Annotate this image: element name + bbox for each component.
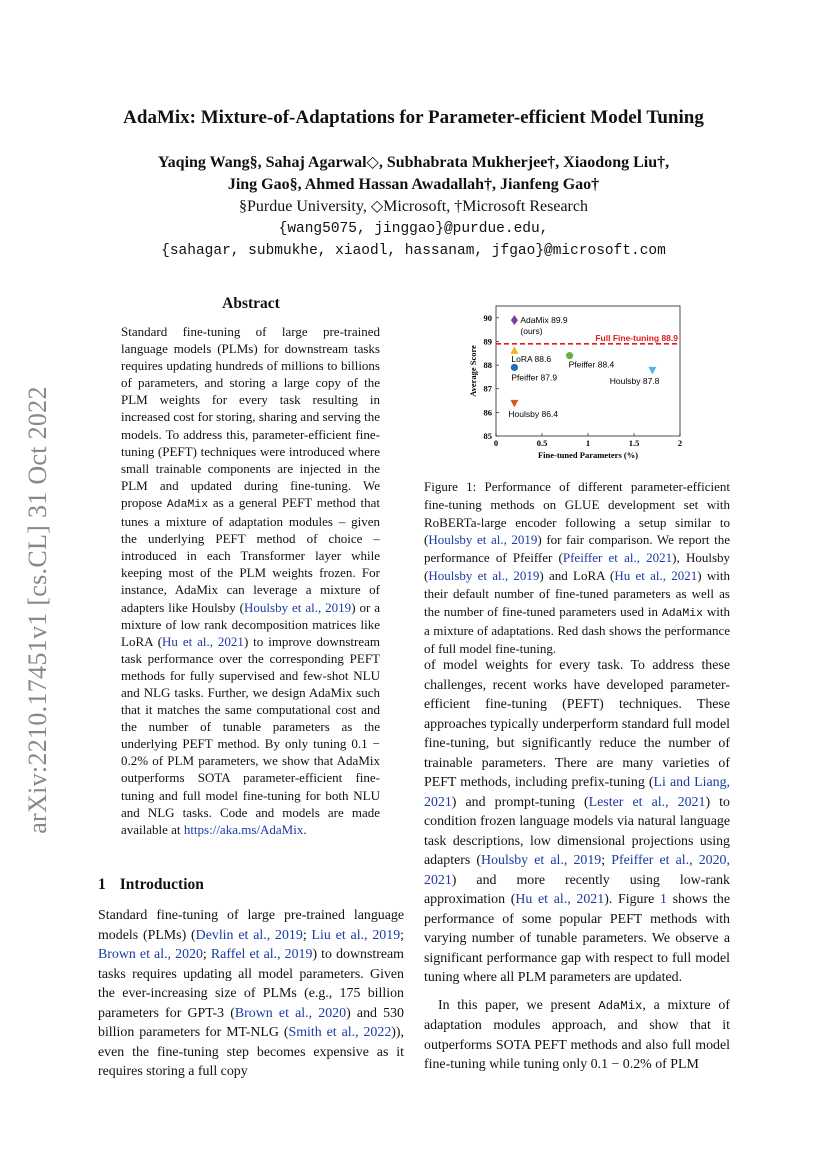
- x-tick-label: 0: [493, 438, 499, 448]
- y-tick-label: 89: [483, 336, 492, 347]
- citation-link[interactable]: Pfeiffer et al., 2020, 2021: [424, 853, 730, 888]
- data-label: Pfeiffer 87.9: [511, 372, 558, 383]
- intro-text: )), even the fine-tuning step becomes expensive as it requires storing a full copy: [98, 1025, 405, 1079]
- abstract-text: .: [303, 821, 307, 837]
- data-point-lora: [510, 346, 518, 354]
- adamix-name: AdaMix: [598, 998, 643, 1013]
- data-label: Pfeiffer 88.4: [568, 359, 615, 370]
- body-text: ) to condition frozen language models via natural language task descriptions, low dimensional projections using adapters (: [424, 794, 730, 868]
- authors-line-1: Yaqing Wang§, Sahaj Agarwal◇, Subhabrata Mukherjee†, Xiaodong Liu†,: [157, 154, 670, 171]
- intro-text: Standard fine-tuning of large pre-trained language models (PLMs) (: [98, 908, 404, 943]
- citation-link[interactable]: Li and Liang, 2021: [424, 775, 730, 810]
- abstract-text: Standard fine-tuning of large pre-trained language models (PLMs) for downstream tasks requires updating hundreds of millions to billions of parameters, and storing a large copy of the PLM weights for every task resulting in increased cost for storing, sharing and serving the models. To address this, parameter-efficient fine-tuning (PEFT) techniques were introduced where small trainable components are injected in the PLM and updated during fine-tuning. We propose: [121, 324, 380, 510]
- body-text: ) and more recently using low-rank approximation (: [424, 872, 730, 907]
- right-column-body: [424, 656, 730, 1075]
- y-tick-label: 85: [483, 431, 492, 441]
- x-axis-label: Fine-tuned Parameters (%): [537, 450, 639, 460]
- introduction-body: [98, 906, 404, 1082]
- caption-text: Figure 1: Performance of different parameter-efficient fine-tuning methods on GLUE development set with RoBERTa-large encoder following a setup similar to (: [424, 479, 730, 548]
- data-label: Houlsby 86.4: [508, 408, 559, 419]
- citation-link[interactable]: Hu et al., 2021: [515, 892, 605, 907]
- citation-link[interactable]: Houlsby et al., 2019: [428, 532, 538, 548]
- citation-link[interactable]: Lester et al., 2021: [588, 794, 706, 810]
- body-text: In this paper, we present: [438, 997, 599, 1013]
- caption-text: ) and LoRA (: [539, 567, 615, 583]
- email-line-2: {sahagar, submukhe, xiaodl, hassanam, jfgao}@microsoft.com: [161, 243, 666, 259]
- y-tick-label: 88: [483, 360, 492, 371]
- y-axis-label: Average Score: [468, 345, 478, 397]
- citation-link[interactable]: Houlsby et al., 2019: [244, 599, 352, 615]
- citation-link[interactable]: Smith et al., 2022: [288, 1025, 392, 1040]
- caption-text: ), Houlsby (: [424, 550, 730, 583]
- data-point-pfeiffer: [566, 352, 573, 359]
- adamix-name: AdaMix: [661, 606, 704, 620]
- body-text: , a mixture of adaptation modules approach, and show that it outperforms SOTA PEFT methods and also full model fine-tuning while tuning only 0.1 − 0.2% of PLM: [424, 997, 730, 1072]
- intro-text: ) to downstream tasks requires updating all model parameters. Given the ever-increasing size of PLMs (e.g., 175 billion parameters for GPT-3 (: [98, 947, 404, 1021]
- figure-1-scatter-chart: [463, 298, 703, 466]
- abstract-body: [121, 323, 380, 838]
- data-sublabel: (ours): [520, 326, 543, 337]
- arxiv-sidebar: [23, 360, 53, 860]
- intro-text: ) and 530 billion parameters for MT-NLG (: [98, 1005, 404, 1040]
- caption-text: ) with their default number of fine-tuned parameters as well as the number of fine-tuned parameters used in: [424, 567, 730, 619]
- citation-link[interactable]: Hu et al., 2021: [162, 633, 244, 649]
- citation-link[interactable]: Liu et al., 2019: [311, 927, 401, 943]
- y-tick-label: 86: [483, 407, 492, 418]
- abstract-text: as a general PEFT method that tunes a mixture of adaptation modules – given the underlying PEFT method of choice – introduced in each Transformer layer while keeping most of the PLM weights frozen. For instance, AdaMix can leverage a mixture of adapters like Houlsby (: [121, 494, 380, 615]
- arxiv-identifier: arXiv:2210.17451v1 [cs.CL] 31 Oct 2022: [23, 386, 52, 834]
- citation-link[interactable]: Raffel et al., 2019: [210, 947, 313, 962]
- section-title: Introduction: [119, 876, 204, 893]
- figure-1-caption: [424, 478, 730, 658]
- paragraph: [424, 656, 730, 988]
- citation-link[interactable]: Houlsby et al., 2019: [481, 853, 602, 868]
- citation-link[interactable]: Hu et al., 2021: [614, 567, 698, 583]
- caption-text: ) for fair comparison. We report the performance of Pfeiffer (: [424, 532, 730, 566]
- data-point-houlsby: [648, 367, 656, 375]
- body-text: shows the performance of some popular PEFT methods with varying number of tunable parameters. We observe a significant performance gap with respect to full model tuning where all PLM parameters are updated.: [424, 892, 731, 985]
- data-label: Houlsby 87.8: [609, 375, 660, 386]
- x-tick-label: 0.5: [536, 438, 548, 448]
- intro-text: ;: [302, 927, 312, 943]
- y-tick-label: 90: [483, 312, 492, 323]
- x-tick-label: 1: [585, 438, 591, 448]
- citation-link[interactable]: Devlin et al., 2019: [195, 927, 303, 943]
- abstract-text: ) to improve downstream task performance over the corresponding PEFT methods for fully supervised and few-shot NLU and NLG tasks. Further, we design AdaMix such that it matches the same computational cost and the number of tunable parameters as the underlying PEFT method. By only tuning 0.1 − 0.2% of PLM parameters, we show that AdaMix outperforms SOTA parameter-efficient fine-tuning and full model fine-tuning for both NLU and NLG tasks. Code and models are made available at: [121, 633, 380, 837]
- authors-line-2: Jing Gao§, Ahmed Hassan Awadallah†, Jianfeng Gao†: [227, 176, 600, 193]
- paragraph: [424, 996, 730, 1075]
- section-number: 1: [98, 876, 106, 893]
- section-heading-introduction: [98, 876, 204, 894]
- figure-reference-link[interactable]: 1: [659, 892, 667, 907]
- body-text: of model weights for every task. To address these challenges, recent works have developed parameter-efficient fine-tuning (PEFT) techniques. These approaches typically underperform standard full model fine-tuning, but significantly reduce the number of trainable parameters. There are many varieties of PEFT methods, including prefix-tuning (: [424, 658, 730, 790]
- caption-text: with a mixture of adaptations. Red dash shows the performance of full model fine-tuning.: [424, 603, 730, 657]
- adamix-name: AdaMix: [166, 497, 209, 511]
- body-text: ) and prompt-tuning (: [451, 794, 589, 810]
- data-label: AdaMix 89.9: [520, 315, 568, 326]
- intro-text: ;: [202, 947, 211, 962]
- body-text: ). Figure: [604, 892, 660, 907]
- citation-link[interactable]: Brown et al., 2020: [234, 1005, 347, 1021]
- paper-title: AdaMix: Mixture-of-Adaptations for Parameter-efficient Model Tuning: [123, 107, 704, 128]
- abstract-text: ) or a mixture of low rank decomposition matrices like LoRA (: [121, 599, 380, 649]
- data-label: LoRA 88.6: [511, 353, 552, 364]
- abstract-heading: Abstract: [222, 295, 280, 312]
- author-block: [80, 152, 747, 262]
- affiliations: §Purdue University, ◇Microsoft, †Microsoft Research: [239, 198, 588, 215]
- intro-text: ;: [400, 927, 405, 943]
- citation-link[interactable]: Pfeiffer et al., 2021: [562, 550, 673, 566]
- email-line-1: {wang5075, jinggao}@purdue.edu,: [278, 221, 549, 237]
- x-tick-label: 2: [677, 438, 683, 448]
- reference-line-label: Full Fine-tuning 88.9: [595, 332, 678, 343]
- code-link[interactable]: https://aka.ms/AdaMix: [183, 821, 304, 837]
- x-tick-label: 1.5: [628, 438, 640, 448]
- body-text: ;: [601, 853, 612, 868]
- data-point-pfeiffer: [511, 364, 518, 371]
- data-point-houlsby: [510, 400, 518, 408]
- citation-link[interactable]: Brown et al., 2020: [98, 947, 203, 962]
- data-point-adamix: [511, 315, 518, 325]
- citation-link[interactable]: Houlsby et al., 2019: [428, 567, 540, 583]
- y-tick-label: 87: [483, 383, 492, 394]
